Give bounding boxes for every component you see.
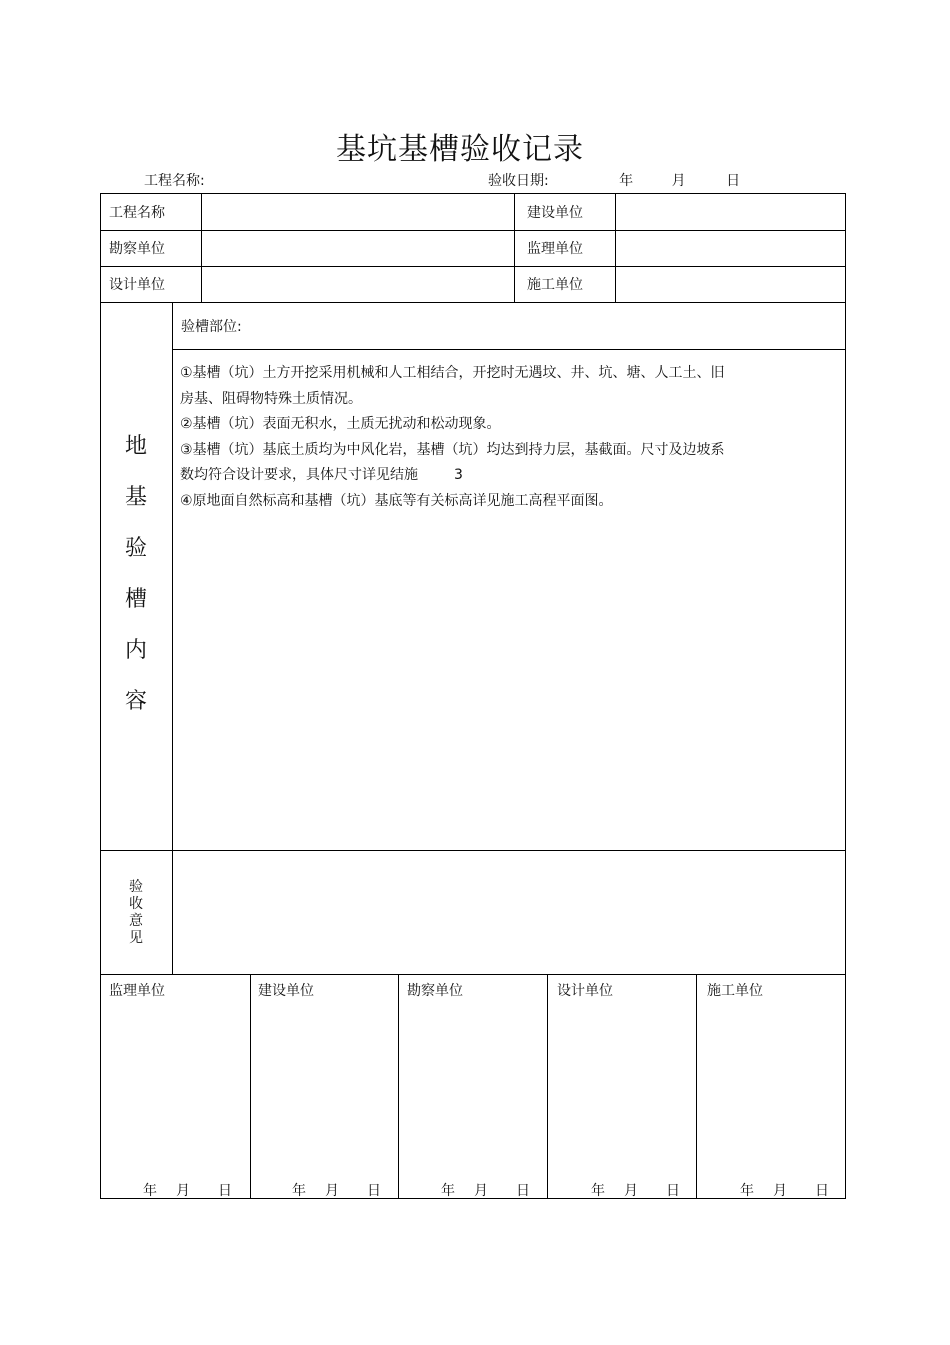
project-name-header (144, 170, 205, 190)
date-day: 日 (726, 173, 741, 189)
info-label-supervision: 监理单位 (527, 241, 583, 257)
info-label-owner: 建设单位 (527, 205, 583, 221)
acceptance-date-header (488, 170, 740, 190)
signature-month: 月 (325, 1183, 339, 1199)
side-label-char: 槽 (124, 587, 147, 612)
inspection-side-label (100, 421, 172, 727)
side-label-char: 基 (124, 485, 147, 510)
row-divider (100, 850, 845, 851)
signature-date (591, 1180, 680, 1200)
signature-year: 年 (143, 1183, 157, 1199)
signature-day: 日 (367, 1183, 381, 1199)
drawing-number: 3 (454, 467, 463, 483)
inspection-item: ①基槽（坑）土方开挖采用机械和人工相结合，开挖时无遇坟、井、坑、塘、人工土、旧 (180, 365, 725, 381)
table-border-top (100, 193, 845, 194)
signature-day: 日 (815, 1183, 829, 1199)
side-label-char: 收 (129, 896, 143, 912)
inspection-item: 数均符合设计要求，具体尺寸详见结施 (180, 467, 418, 483)
signature-day: 日 (516, 1183, 530, 1199)
inspection-item: ④原地面自然标高和基槽（坑）基底等有关标高详见施工高程平面图。 (180, 492, 613, 509)
info-label-project: 工程名称 (109, 205, 165, 221)
col-divider (615, 193, 616, 302)
row-divider (100, 230, 845, 231)
side-label-char: 验 (129, 879, 143, 895)
col-divider (172, 302, 173, 974)
col-divider (398, 974, 399, 1198)
table-border-right (845, 193, 846, 1199)
side-label-char: 见 (129, 930, 143, 946)
inspection-location-label: 验槽部位: (181, 319, 242, 335)
row-divider (100, 266, 845, 267)
inspection-item-with-drawing (180, 463, 780, 489)
signature-unit-supervision: 监理单位 (109, 983, 165, 999)
signature-unit-owner: 建设单位 (258, 983, 314, 999)
opinion-field[interactable] (182, 861, 832, 961)
col-divider (250, 974, 251, 1198)
col-divider (547, 974, 548, 1198)
col-divider (514, 193, 515, 302)
side-label-char: 地 (124, 434, 147, 459)
page-title: 基坑基槽验收记录 (336, 132, 584, 167)
signature-month: 月 (624, 1183, 638, 1199)
signature-unit-survey: 勘察单位 (407, 983, 463, 999)
signature-month: 月 (474, 1183, 488, 1199)
inspection-item: ③基槽（坑）基底土质均为中风化岩，基槽（坑）均达到持力层，基截面。尺寸及边坡系 (180, 441, 725, 458)
col-divider (696, 974, 697, 1198)
info-label-survey: 勘察单位 (109, 241, 165, 257)
signature-date (441, 1180, 530, 1200)
info-label-construction: 施工单位 (527, 277, 583, 293)
acceptance-date-label: 验收日期: (488, 173, 549, 189)
signature-unit-construction: 施工单位 (707, 983, 763, 999)
side-label-char: 意 (129, 913, 143, 929)
signature-day: 日 (218, 1183, 232, 1199)
side-label-char: 内 (124, 638, 147, 663)
side-label-char: 容 (124, 689, 147, 714)
side-label-char: 验 (124, 536, 147, 561)
info-label-design: 设计单位 (109, 277, 165, 293)
signature-year: 年 (292, 1183, 306, 1199)
inspection-item: ②基槽（坑）表面无积水，土质无扰动和松动现象。 (180, 416, 501, 432)
date-month: 月 (671, 173, 686, 189)
project-name-label: 工程名称: (144, 173, 205, 189)
signature-year: 年 (441, 1183, 455, 1199)
signature-month: 月 (176, 1183, 190, 1199)
date-year: 年 (619, 173, 634, 189)
acceptance-form-table (100, 193, 845, 1198)
signature-year: 年 (591, 1183, 605, 1199)
row-divider (100, 302, 845, 303)
row-divider (172, 349, 845, 350)
opinion-side-label (100, 879, 172, 947)
inspection-item: 房基、阻碍物特殊土质情况。 (180, 390, 362, 407)
signature-month: 月 (773, 1183, 787, 1199)
col-divider (201, 193, 202, 302)
inspection-content (180, 361, 780, 514)
signature-date (740, 1180, 829, 1200)
signature-date (292, 1180, 381, 1200)
signature-day: 日 (666, 1183, 680, 1199)
signature-unit-design: 设计单位 (557, 983, 613, 999)
row-divider (100, 974, 845, 975)
signature-date (143, 1180, 232, 1200)
signature-year: 年 (740, 1183, 754, 1199)
